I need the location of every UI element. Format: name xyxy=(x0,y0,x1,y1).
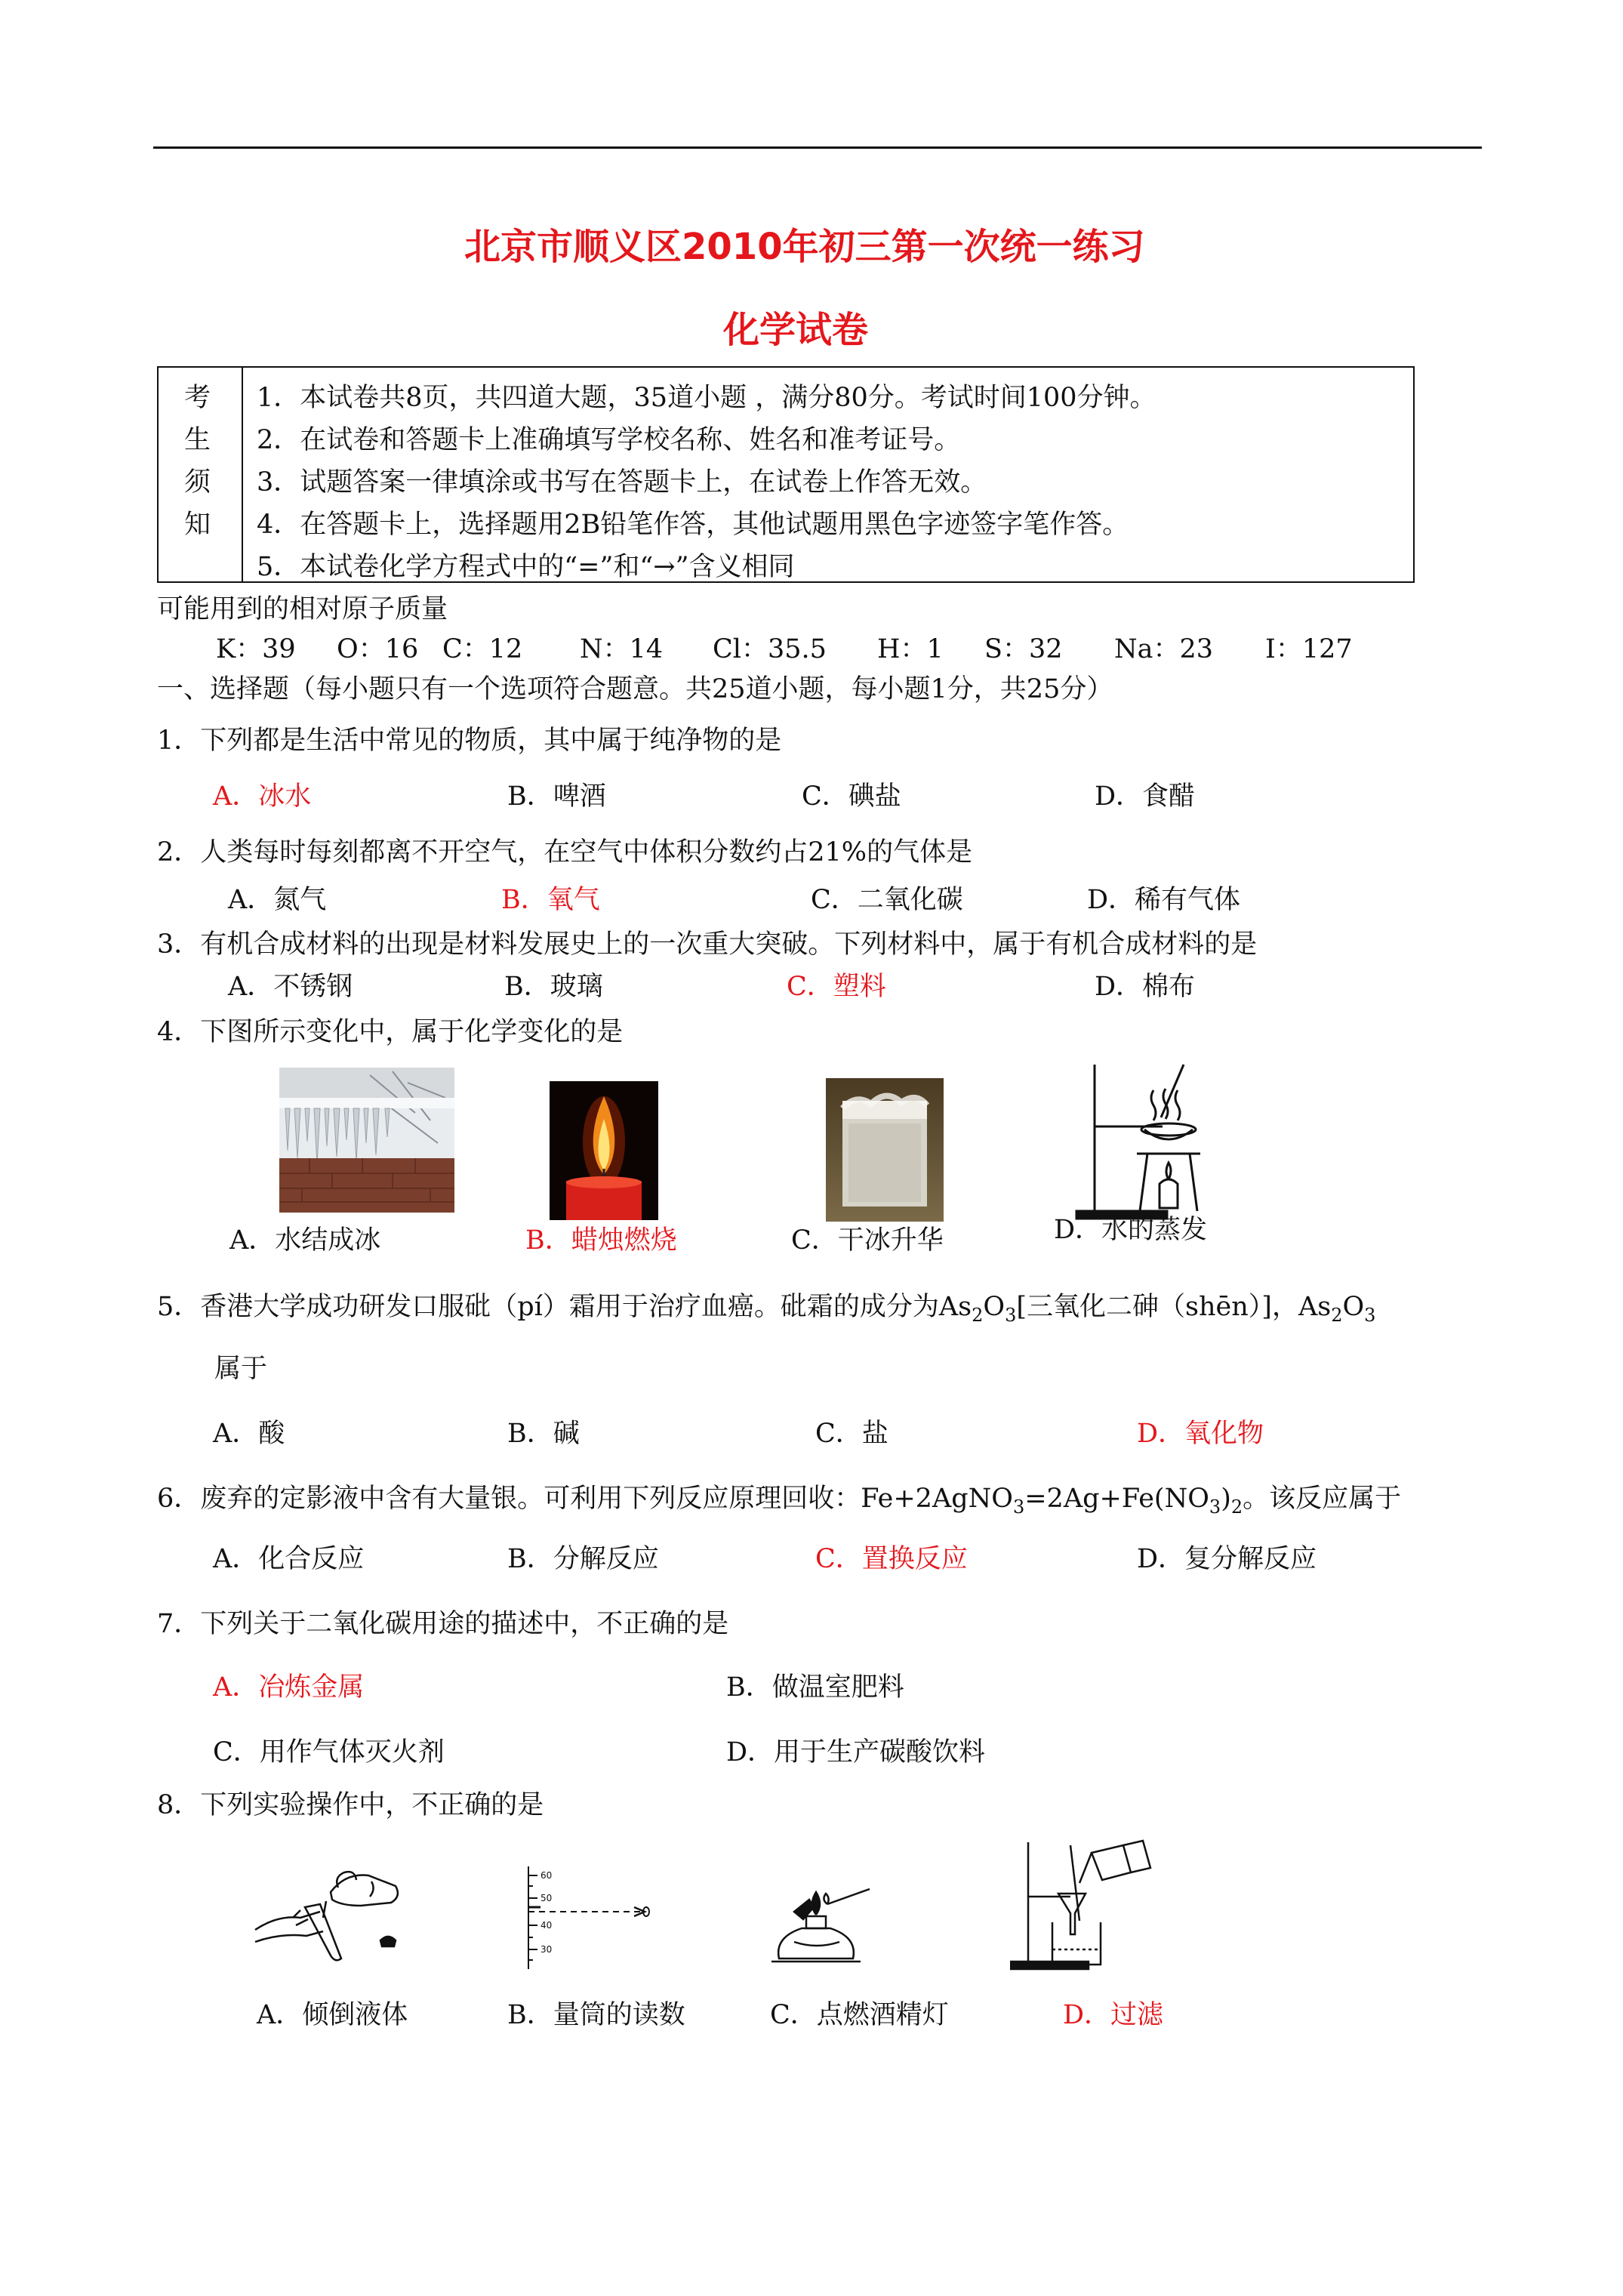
atomic-mass-item: K：39 xyxy=(216,634,296,664)
atomic-mass-item: S：32 xyxy=(984,634,1063,664)
q5-stem-part: O xyxy=(1342,1292,1365,1322)
q6-option-a: A．化合反应 xyxy=(213,1544,365,1574)
q6-option-c: C．置换反应 xyxy=(815,1544,968,1574)
graduated-cylinder-diagram xyxy=(521,1863,657,1969)
q7-option-b: B．做温室肥料 xyxy=(726,1672,904,1703)
notice-rule-2: 2．在试卷和答题卡上准确填写学校名称、姓名和准考证号。 xyxy=(257,425,961,455)
atomic-mass-item: H：1 xyxy=(877,634,944,664)
question-5-stem xyxy=(157,1292,1376,1326)
notice-label-char: 知 xyxy=(184,510,211,540)
notice-rule-5: 5．本试卷化学方程式中的“=”和“→”含义相同 xyxy=(257,552,795,582)
atomic-mass-item: I：127 xyxy=(1265,634,1353,664)
q8-option-a: A．倾倒液体 xyxy=(257,2000,408,2030)
q6-option-b: B．分解反应 xyxy=(507,1544,659,1574)
q5-option-d: D．氧化物 xyxy=(1137,1419,1264,1449)
question-1-stem: 1．下列都是生活中常见的物质，其中属于纯净物的是 xyxy=(157,726,782,756)
q5-stem-part: 5．香港大学成功研发口服砒（pí）霜用于治疗血癌。砒霜的成分为As xyxy=(157,1292,972,1322)
q6-sub: 2 xyxy=(1230,1496,1243,1518)
evaporation-apparatus-diagram xyxy=(1072,1057,1208,1223)
question-8-stem: 8．下列实验操作中，不正确的是 xyxy=(157,1790,544,1820)
q5-stem-line2: 属于 xyxy=(214,1354,268,1384)
q5-option-b: B．碱 xyxy=(507,1419,580,1449)
alcohol-lamp-diagram xyxy=(764,1874,877,1972)
cylinder-tick-label: 40 xyxy=(540,1920,553,1931)
icicles-photo xyxy=(279,1068,454,1213)
q2-option-b: B．氧气 xyxy=(501,885,600,915)
q2-option-c: C．二氧化碳 xyxy=(811,885,963,915)
atomic-mass-item: O：16 xyxy=(337,634,419,664)
notice-label xyxy=(159,368,243,581)
q5-option-c: C．盐 xyxy=(815,1419,888,1449)
q3-option-b: B．玻璃 xyxy=(504,972,603,1002)
cylinder-tick-label: 50 xyxy=(540,1893,553,1903)
q5-sub: 3 xyxy=(1364,1305,1376,1326)
q5-stem-part: O xyxy=(983,1292,1006,1322)
atomic-mass-item: N：14 xyxy=(580,634,664,664)
q2-option-d: D．稀有气体 xyxy=(1087,885,1241,915)
q6-stem-part: 6．废弃的定影液中含有大量银。可利用下列反应原理回收：Fe+2AgNO xyxy=(157,1484,1013,1514)
q4-option-a: A．水结成冰 xyxy=(229,1225,381,1256)
q1-option-b: B．啤酒 xyxy=(507,781,606,812)
q1-option-c: C．碘盐 xyxy=(802,781,901,812)
top-rule xyxy=(153,146,1482,149)
q1-option-d: D．食醋 xyxy=(1095,781,1196,812)
notice-rule-3: 3．试题答案一律填涂或书写在答题卡上，在试卷上作答无效。 xyxy=(257,467,987,498)
atomic-mass-item: Na：23 xyxy=(1114,634,1214,664)
notice-label-char: 须 xyxy=(184,467,211,498)
q6-sub: 3 xyxy=(1209,1496,1221,1518)
q4-option-b: B．蜡烛燃烧 xyxy=(525,1225,677,1256)
page-subtitle: 化学试卷 xyxy=(723,309,869,351)
notice-rule-4: 4．在答题卡上，选择题用2B铅笔作答，其他试题用黑色字迹签字笔作答。 xyxy=(257,510,1129,540)
q7-option-a: A．冶炼金属 xyxy=(213,1672,365,1703)
question-6-stem xyxy=(157,1484,1402,1518)
notice-rule-1: 1．本试卷共8页，共四道大题，35道小题 ，满分80分。考试时间100分钟。 xyxy=(257,383,1156,413)
question-7-stem: 7．下列关于二氧化碳用途的描述中，不正确的是 xyxy=(157,1609,729,1639)
filtration-diagram xyxy=(1010,1838,1161,1974)
q6-option-d: D．复分解反应 xyxy=(1137,1544,1317,1574)
q6-stem-part: ) xyxy=(1221,1484,1231,1514)
cylinder-tick-label: 60 xyxy=(540,1870,553,1881)
q8-option-d: D．过滤 xyxy=(1063,2000,1164,2030)
q7-option-c: C．用作气体灭火剂 xyxy=(213,1737,445,1767)
pouring-liquid-diagram xyxy=(248,1842,421,1971)
q5-option-a: A．酸 xyxy=(213,1419,285,1449)
cylinder-tick-label: 30 xyxy=(540,1944,553,1955)
q8-option-c: C．点燃酒精灯 xyxy=(770,2000,949,2030)
q6-stem-part: 。该反应属于 xyxy=(1243,1484,1402,1514)
q5-sub: 3 xyxy=(1005,1305,1017,1326)
candle-photo xyxy=(550,1081,658,1220)
q5-stem-part: [三氧化二砷（shēn）]，As xyxy=(1016,1292,1332,1322)
section-heading: 一、选择题（每小题只有一个选项符合题意。共25道小题，每小题1分，共25分） xyxy=(157,674,1113,704)
q1-option-a: A．冰水 xyxy=(213,781,312,812)
atomic-mass-item: Cl：35.5 xyxy=(713,634,827,664)
q5-sub: 2 xyxy=(972,1305,984,1326)
notice-label-char: 考 xyxy=(184,383,211,413)
q5-sub: 2 xyxy=(1331,1305,1343,1326)
q6-sub: 3 xyxy=(1012,1496,1025,1518)
question-2-stem: 2．人类每时每刻都离不开空气，在空气中体积分数约占21%的气体是 xyxy=(157,837,973,868)
q4-option-d: D．水的蒸发 xyxy=(1054,1215,1208,1245)
notice-label-char: 生 xyxy=(184,425,211,455)
atomic-mass-heading: 可能用到的相对原子质量 xyxy=(157,594,448,624)
q8-option-b: B．量筒的读数 xyxy=(507,2000,685,2030)
question-4-stem: 4．下图所示变化中，属于化学变化的是 xyxy=(157,1017,624,1047)
atomic-mass-item: C：12 xyxy=(442,634,523,664)
q3-option-a: A．不锈钢 xyxy=(228,972,353,1002)
exam-notice-box xyxy=(157,366,1415,583)
q7-option-d: D．用于生产碳酸饮料 xyxy=(726,1737,986,1767)
q4-option-c: C．干冰升华 xyxy=(791,1225,944,1256)
q6-stem-part: =2Ag+Fe(NO xyxy=(1024,1484,1209,1514)
question-3-stem: 3．有机合成材料的出现是材料发展史上的一次重大突破。下列材料中，属于有机合成材料的是 xyxy=(157,929,1258,960)
page-title: 北京市顺义区2010年初三第一次统一练习 xyxy=(464,226,1145,268)
q3-option-c: C．塑料 xyxy=(787,972,886,1002)
q2-option-a: A．氮气 xyxy=(228,885,327,915)
dry-ice-photo xyxy=(826,1078,944,1222)
q3-option-d: D．棉布 xyxy=(1095,972,1196,1002)
